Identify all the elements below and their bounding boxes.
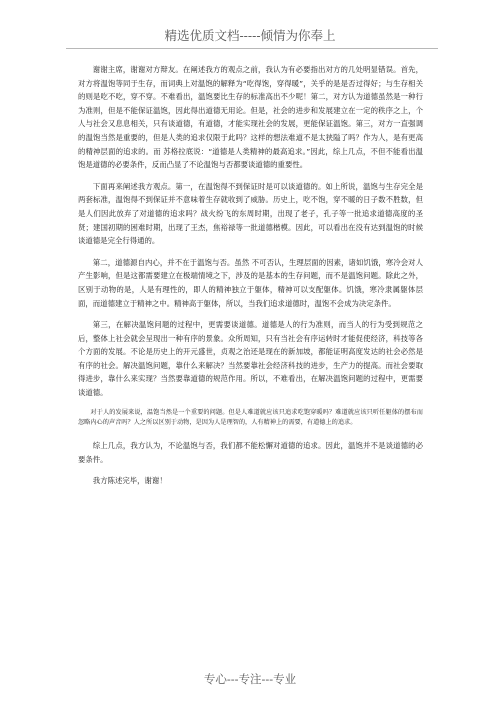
page-header: 精选优质文档-----倾情为你奉上 [164,28,336,43]
paragraph-conclusion: 综上几点，我方认为，不论温饱与否，我们都不能松懈对道德的追求。因此，温饱并不是谈道德的必要条件。 [78,441,423,464]
paragraph-point-two: 第二，道德源自内心，并不在于温饱与否。虽然 不可否认，生理层面的因素，诸如饥饿，寒冷会对人产生影响，但是这都需要建立在极端情境之下，涉及的是基本的生存问题，而不是温饱问题。除此之外，区别于动物的是，人是有理性的，即人的精神独立于躯体，精神可以支配躯体。饥饿，寒冷隶属躯体层面，而道德建立于精神之中。精神高于躯体，所以，当我们追求道德时，温饱不会成为决定条件。 [78,257,423,308]
paragraph-point-one: 下面再来阐述我方观点。第一，在温饱得不到保证时是可以谈道德的。如上所说，温饱与生存完全是两套标准，温饱得不到保证并不意味着生存就收到了威胁。历史上，吃不饱，穿不暖的日子数不胜数，但是人们因此放弃了对道德的追求吗？战火纷飞的东周时期，出现了老子，孔子等一批追求道德高度的圣贤；建国初期的困难时期，出现了王杰，焦裕禄等一批道德楷模。因此，可以看出在没有达到温饱的时候谈道德是完全行得通的。 [78,181,423,246]
paragraph-rebuttal: 谢谢主席，谢谢对方辩友。在阐述我方的观点之前，我认为有必要指出对方的几处明显错误。首先，对方将温饱等同于生存，而词典上对温饱的解释为“吃得饱，穿得暖”，关乎的是是否过得好；与生存相关的则是吃不吃，穿不穿。不难看出，温饱要比生存的标准高出不少呢！第二，对方认为道德虽然是一种行为准则，但是不能保证温饱，因此得出道德无用论。但是，社会的进步和发展建立在一定的秩序之上，个人与社会又息息相关，只有谈道德，有道德，才能实现社会的发展，更能保证温饱。第三，对方一直强调的温饱当然是重要的，但是人类的追求仅限于此吗？这样的想法难道不是太狭隘了吗？作为人，是有更高的精神层面的追求的。而 苏格拉底说：“道德是人类精神的最高追求。”因此，综上几点，不但不能看出温饱是道德的必要条件，反而凸显了不论温饱与否都要谈道德的重要性。 [78,65,423,170]
paragraph-closing: 我方陈述完毕，谢谢！ [92,476,167,486]
paragraph-note: 对于人的发展来说，温饱当然是一个重要的问题。但是人难道就应该只追求吃饱穿暖吗？难道就应该只听任躯体的摆布而忽略内心的声音吗？人之所以区别于动物，是因为人是理智的，人有精神上的需要，有道德上的追求。 [78,408,423,427]
page-footer: 专心---专注---专业 [203,672,297,686]
document-body [78,63,423,496]
header-divider [66,48,438,49]
paragraph-point-three: 第三，在解决温饱问题的过程中，更需要谈道德。道德是人的行为准则，而当人的行为受到规范之后，整体上社会就会呈现出一种有序的景象。众所周知，只有当社会有序运转时才能促使经济，科技等各个方面的发展。不论是历史上的开元盛世，贞观之治还是现在的新加坡，都能证明高度发达的社会必然是有序的社会。解决温饱问题，靠什么来解决？当然要靠社会经济科技的进步，生产力的提高。而社会要取得进步，靠什么来实现？当然要靠道德的规范作用。所以，不难看出，在解决温饱问题的过程中，更需要谈道德。 [78,320,423,398]
